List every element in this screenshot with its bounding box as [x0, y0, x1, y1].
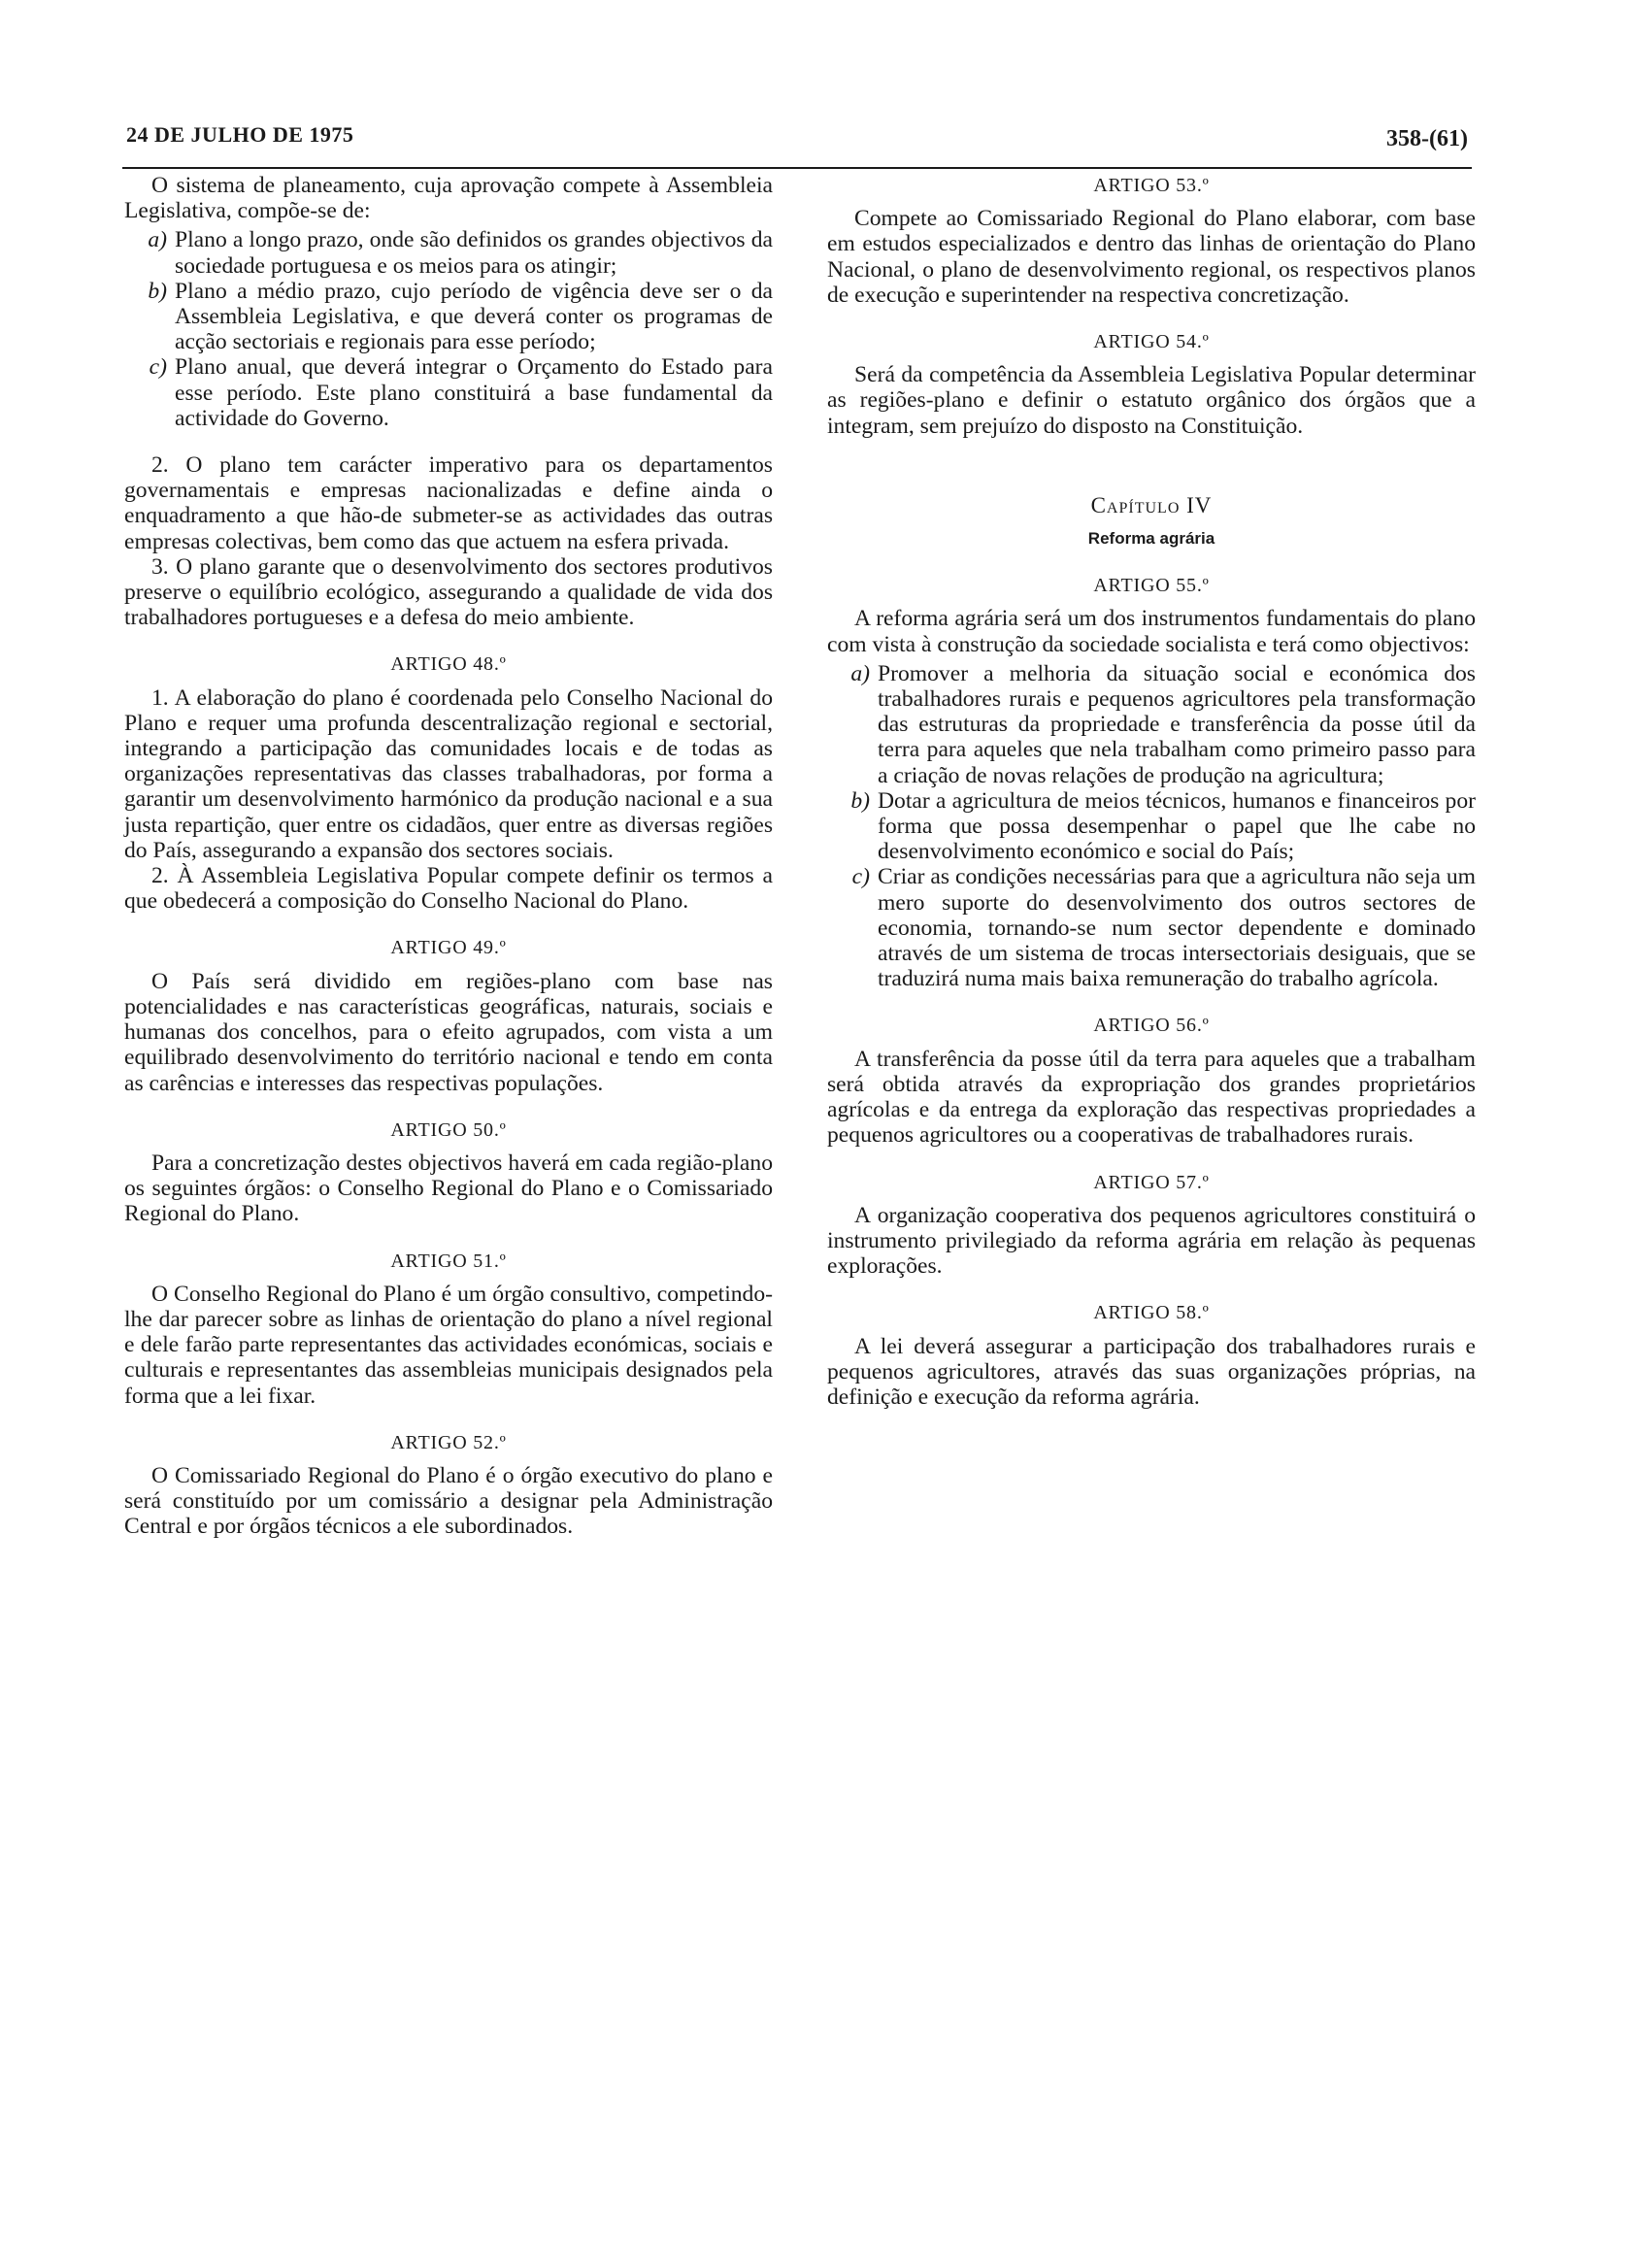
- paragraph-3: 3. O plano garante que o desenvolvimento dos sectores produtivos preserve o equilíbrio ecológico, assegurando a qualidade de vida dos trabalhadores portugueses e a defesa do meio ambiente.: [124, 553, 773, 631]
- article-57-title: ARTIGO 57.º: [1093, 1171, 1210, 1193]
- article-56-title: ARTIGO 56.º: [1093, 1015, 1210, 1037]
- planning-list: [124, 227, 773, 431]
- article-49-title: ARTIGO 49.º: [390, 937, 507, 959]
- header-rule: [122, 167, 1472, 169]
- list-text: Plano a longo prazo, onde são definidos os grandes objectivos da sociedade portuguesa e os meios para os atingir;: [175, 227, 773, 279]
- list-marker: b): [850, 787, 870, 814]
- list-text: Plano anual, que deverá integrar o Orçamento do Estado para esse período. Este plano constituirá a base fundamental da actividade do Governo.: [175, 354, 773, 431]
- list-text: Dotar a agricultura de meios técnicos, humanos e financeiros por forma que possa desempenhar o papel que lhe cabe no desenvolvimento económico e social do País;: [878, 787, 1476, 865]
- article-48-p2: 2. À Assembleia Legislativa Popular compete definir os termos a que obedecerá a composição do Conselho Nacional do Plano.: [124, 863, 773, 915]
- article-48-title: ARTIGO 48.º: [390, 653, 507, 676]
- reform-objectives-list: [827, 661, 1476, 992]
- article-56-text: A transferência da posse útil da terra para aqueles que a trabalham será obtida através da expropriação dos grandes proprietários agrícolas e da entrega da exploração das respectivas propriedades a pequenos agricultores ou a cooperativas de trabalhadores rurais.: [827, 1046, 1476, 1149]
- list-item: [827, 661, 1476, 788]
- list-item: [124, 227, 773, 278]
- article-58-title: ARTIGO 58.º: [1093, 1302, 1210, 1324]
- list-text: Criar as condições necessárias para que a agricultura não seja um mero suporte do desenvolvimento dos outros sectores de economia, tornando-se num sector dependente e dominado através de um sistema de trocas intersectoriais desiguais, que se traduzirá numa mais baixa remuneração do trabalho agrícola.: [878, 864, 1476, 992]
- list-marker: c): [851, 864, 870, 890]
- article-51-text: O Conselho Regional do Plano é um órgão consultivo, competindo-lhe dar parecer sobre as linhas de orientação do plano a nível regional e dele farão parte representantes das actividades económicas, sociais e culturais e representantes das assembleias municipais designados pela forma que a lei fixar.: [124, 1281, 773, 1409]
- list-marker: b): [148, 278, 167, 304]
- article-55-title: ARTIGO 55.º: [1093, 575, 1210, 597]
- article-51-title: ARTIGO 51.º: [390, 1250, 507, 1272]
- article-54-text: Será da competência da Assembleia Legislativa Popular determinar as regiões-plano e definir o estatuto orgânico dos órgãos que a integram, sem prejuízo do disposto na Constituição.: [827, 362, 1476, 439]
- right-column: [827, 173, 1476, 1410]
- article-58-text: A lei deverá assegurar a participação dos trabalhadores rurais e pequenos agricultores, através das suas organizações próprias, na definição e execução da reforma agrária.: [827, 1333, 1476, 1410]
- planning-intro: O sistema de planeamento, cuja aprovação compete à Assembleia Legislativa, compõe-se de:: [124, 173, 773, 224]
- list-item: [124, 354, 773, 431]
- page-number: 358-(61): [1386, 126, 1468, 151]
- article-52-title: ARTIGO 52.º: [390, 1431, 507, 1453]
- page-date: 24 DE JULHO DE 1975: [126, 122, 354, 147]
- article-54-title: ARTIGO 54.º: [1093, 331, 1210, 353]
- list-item: [827, 788, 1476, 865]
- article-53-text: Compete ao Comissariado Regional do Plano elaborar, com base em estudos especializados e dentro das linhas de orientação do Plano Nacional, o plano de desenvolvimento regional, os respectivos planos de execução e superintender na respectiva concretização.: [827, 206, 1476, 308]
- chapter-subtitle: Reforma agrária: [1087, 529, 1215, 549]
- list-item: [827, 864, 1476, 991]
- list-item: [124, 279, 773, 355]
- list-marker: a): [850, 660, 870, 686]
- list-text: Promover a melhoria da situação social e económica dos trabalhadores rurais e pequenos agricultores pela transformação das estruturas da propriedade e transferência da posse útil da terra para aqueles que nela trabalham como primeiro passo para a criação de novas relações de produção na agricultura;: [878, 660, 1476, 788]
- left-column: [124, 173, 773, 1540]
- article-48-p1: 1. A elaboração do plano é coordenada pelo Conselho Nacional do Plano e requer uma profunda descentralização regional e sectorial, integrando a participação das comunidades locais e de todas as organizações representativas das classes trabalhadoras, por forma a garantir um desenvolvimento harmónico da produção nacional e a sua justa repartição, quer entre os cidadãos, quer entre as diversas regiões do País, assegurando a expansão dos sectores sociais.: [124, 684, 773, 863]
- article-52-text: O Comissariado Regional do Plano é o órgão executivo do plano e será constituído por um comissário a designar pela Administração Central e por órgãos técnicos a ele subordinados.: [124, 1462, 773, 1540]
- article-55-intro: A reforma agrária será um dos instrumentos fundamentais do plano com vista à construção da sociedade socialista e terá como objectivos:: [827, 606, 1476, 657]
- article-49-text: O País será dividido em regiões-plano com base nas potencialidades e nas características geográficas, naturais, sociais e humanas dos concelhos, para o efeito agrupados, com vista a um equilibrado desenvolvimento do território nacional e tendo em conta as carências e interesses das respectivas populações.: [124, 968, 773, 1096]
- article-50-title: ARTIGO 50.º: [390, 1118, 507, 1141]
- article-53-title: ARTIGO 53.º: [1093, 175, 1210, 196]
- list-marker: c): [149, 354, 167, 381]
- paragraph-2: 2. O plano tem carácter imperativo para os departamentos governamentais e empresas nacionalizadas e define ainda o enquadramento a que hão-de submeter-se as actividades das outras empresas colectivas, bem como das que actuem na esfera privada.: [124, 452, 773, 554]
- list-marker: a): [148, 227, 167, 253]
- article-50-text: Para a concretização destes objectivos haverá em cada região-plano os seguintes órgãos: o Conselho Regional do Plano e o Comissariado Regional do Plano.: [124, 1150, 773, 1227]
- chapter-title: Capítulo IV: [1090, 492, 1213, 517]
- list-text: Plano a médio prazo, cujo período de vigência deve ser o da Assembleia Legislativa, e que deverá conter os programas de acção sectoriais e regionais para esse período;: [175, 278, 773, 355]
- article-57-text: A organização cooperativa dos pequenos agricultores constituirá o instrumento privilegiado da reforma agrária em relação às pequenas explorações.: [827, 1202, 1476, 1280]
